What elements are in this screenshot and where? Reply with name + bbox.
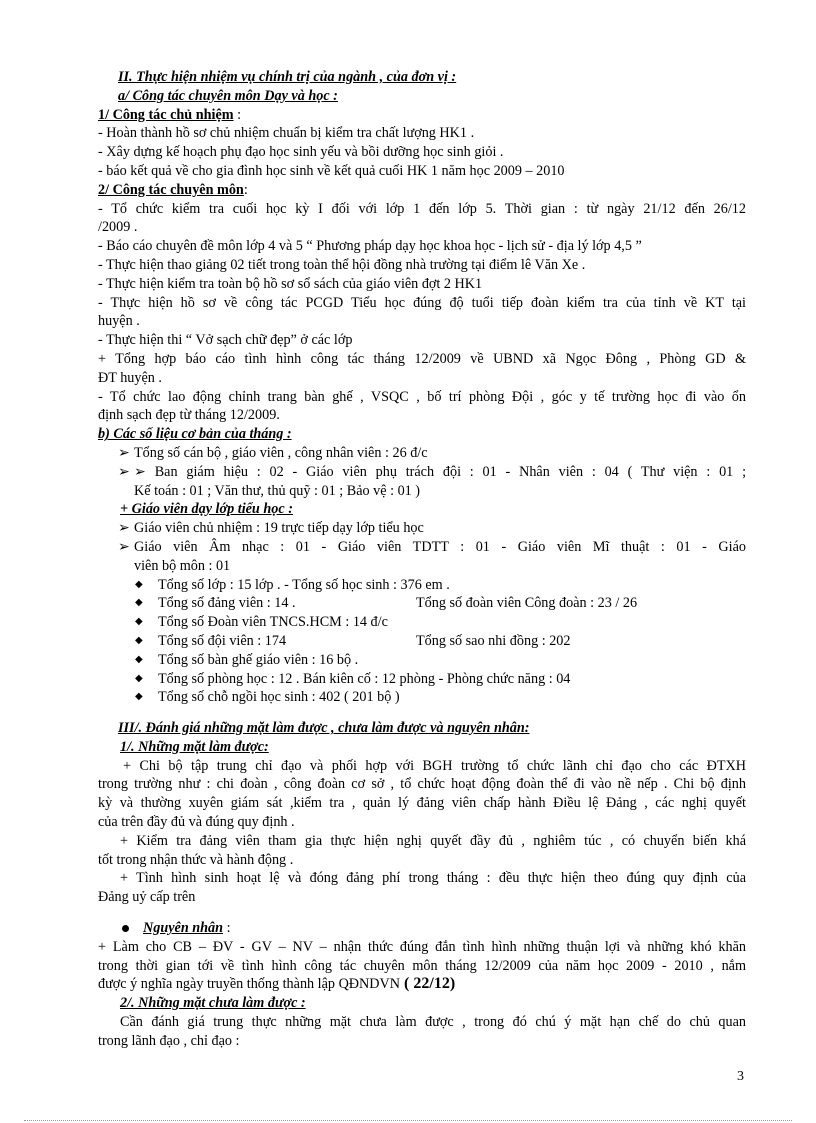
chuyen-mon-colon: : bbox=[243, 181, 248, 198]
nguyen-nhan-heading bbox=[98, 919, 746, 938]
stat-diamond-row bbox=[98, 576, 746, 595]
stat-diamond-text: Tổng số chỗ ngồi học sinh : 402 ( 201 bộ ) bbox=[158, 689, 400, 706]
document-page bbox=[98, 68, 746, 1051]
chuyen-mon-line: - Thực hiện kiểm tra toàn bộ hồ sơ sổ sách của giáo viên đợt 2 HK1 bbox=[98, 275, 483, 292]
nguyen-nhan-text: được ý nghĩa ngày truyền thống thành lập QĐNDVN bbox=[98, 976, 401, 993]
giao-vien-text: Giáo viên chủ nhiệm : 19 trực tiếp dạy lớp tiểu học bbox=[134, 520, 424, 537]
giao-vien-text: Giáo viên Âm nhạc : 01 - Giáo viên TDTT : 01 - Giáo viên Mĩ thuật : 01 - Giáo bbox=[134, 538, 746, 555]
lam-duoc-line: của trên đầy đủ và đúng quy định . bbox=[98, 814, 295, 831]
arrow-bullet-icon: ➢ bbox=[134, 463, 146, 480]
stat-diamond-text-2: Tổng số đoàn viên Công đoàn : 23 / 26 bbox=[416, 595, 638, 612]
diamond-bullet-icon: ◆ bbox=[135, 672, 143, 684]
stat-diamond-text: Tổng số đội viên : 174 bbox=[158, 632, 287, 649]
stat-diamond-text: Tổng số Đoàn viên TNCS.HCM : 14 đ/c bbox=[158, 614, 388, 631]
lam-duoc-line: trong trường như : chi đoàn , công đoàn cơ sở , tổ chức hoạt động đoàn thể đi vào nề nếp . Chi bộ định bbox=[98, 776, 746, 793]
diamond-bullet-icon: ◆ bbox=[135, 653, 143, 665]
stat-row bbox=[98, 463, 746, 482]
chuyen-mon-line: định sạch đẹp từ tháng 12/2009. bbox=[98, 407, 280, 424]
stat-diamond-row bbox=[98, 688, 746, 707]
chua-lam-duoc-line: Cần đánh giá trung thực những mặt chưa làm được , trong đó chú ý mặt hạn chế do chủ quan bbox=[120, 1014, 746, 1031]
section-3-2-title: 2/. Những mặt chưa làm được : bbox=[120, 995, 306, 1012]
diamond-bullet-icon: ◆ bbox=[135, 691, 143, 703]
lam-duoc-line: + Kiểm tra đảng viên tham gia thực hiện nghị quyết đầy đủ , nghiêm túc , có chuyển biến khá bbox=[120, 832, 746, 849]
chu-nhiem-item: - Hoàn thành hồ sơ chủ nhiệm chuẩn bị kiểm tra chất lượng HK1 . bbox=[98, 125, 475, 142]
arrow-bullet-icon: ➢ bbox=[118, 444, 130, 461]
lam-duoc-line: + Tình hình sinh hoạt lệ và đóng đảng phí trong tháng : đều thực hiện theo đúng quy định của bbox=[120, 870, 746, 887]
chuyen-mon-line: - Tổ chức kiểm tra cuối học kỳ I đối với lớp 1 đến lớp 5. Thời gian : từ ngày 21/12 đến 26/12 bbox=[98, 200, 746, 217]
section-2-title: II. Thực hiện nhiệm vụ chính trị của ngành , của đơn vị : bbox=[118, 69, 457, 85]
nguyen-nhan-line: + Làm cho CB – ĐV - GV – NV – nhận thức đúng đắn tình hình những thuận lợi và những khó khăn bbox=[98, 938, 746, 955]
spacer bbox=[98, 907, 746, 919]
stat-diamond-text: Tổng số bàn ghế giáo viên : 16 bộ . bbox=[158, 651, 359, 668]
chua-lam-duoc-line: trong lãnh đạo , chỉ đạo : bbox=[98, 1032, 240, 1049]
chuyen-mon-line: + Tổng hợp báo cáo tình hình công tác tháng 12/2009 về UBND xã Ngọc Đông , Phòng GD & bbox=[98, 350, 746, 367]
chuyen-mon-line: - Thực hiện thao giảng 02 tiết trong toàn thể hội đồng nhà trường tại điểm lê Văn Xe . bbox=[98, 256, 586, 273]
nguyen-nhan-title: Nguyên nhân bbox=[143, 920, 224, 937]
nguyen-nhan-line: trong thời gian tới về tình hình công tác chuyên môn tháng 12/2009 của năm học 2009 - 2010 , nắm bbox=[98, 957, 746, 974]
chuyen-mon-heading bbox=[98, 181, 746, 200]
stat-text-continued: Kế toán : 01 ; Văn thư, thủ quỹ : 01 ; Bảo vệ : 01 ) bbox=[134, 482, 421, 499]
chuyen-mon-line: - Báo cáo chuyên đề môn lớp 4 và 5 “ Phương pháp dạy học khoa học - lịch sử - địa lý lớp 4,5 ” bbox=[98, 238, 642, 255]
chu-nhiem-colon: : bbox=[233, 106, 242, 123]
diamond-bullet-icon: ◆ bbox=[135, 578, 143, 590]
chu-nhiem-item: - Xây dựng kế hoạch phụ đạo học sinh yếu và bồi dưỡng học sinh giỏi . bbox=[98, 144, 504, 161]
stat-diamond-row bbox=[98, 651, 746, 670]
stat-text: Tổng số cán bộ , giáo viên , công nhân viên : 26 đ/c bbox=[134, 444, 428, 461]
giao-vien-row bbox=[98, 538, 746, 557]
lam-duoc-line: + Chi bộ tập trung chỉ đạo và phối hợp với BGH trường tổ chức lãnh chỉ đạo cho các ĐTXH bbox=[123, 757, 746, 774]
chuyen-mon-line: - Tổ chức lao động chỉnh trang bàn ghế , VSQC , bố trí phòng Đội , góc y tế trường học đi vào ổn bbox=[98, 388, 746, 405]
round-bullet-icon bbox=[122, 925, 129, 932]
stat-row bbox=[98, 444, 746, 463]
chuyen-mon-line: /2009 . bbox=[98, 219, 138, 236]
diamond-bullet-icon: ◆ bbox=[135, 616, 143, 628]
stat-diamond-row bbox=[98, 594, 746, 613]
chuyen-mon-title: 2/ Công tác chuyên môn bbox=[98, 181, 244, 198]
lam-duoc-line: tốt trong nhận thức và hành động . bbox=[98, 851, 294, 868]
stat-text: Ban giám hiệu : 02 - Giáo viên phụ trách đội : 01 - Nhân viên : 04 ( Thư viện : 01 ; bbox=[154, 463, 747, 480]
nguyen-nhan-line-last bbox=[98, 975, 746, 994]
stat-diamond-text-2: Tổng số sao nhi đồng : 202 bbox=[416, 632, 571, 649]
stat-diamond-row bbox=[98, 632, 746, 651]
section-3-1-title: 1/. Những mặt làm được: bbox=[120, 738, 269, 755]
page-bottom-divider bbox=[24, 1120, 792, 1121]
stat-diamond-row bbox=[98, 613, 746, 632]
chu-nhiem-heading bbox=[98, 106, 746, 125]
diamond-bullet-icon: ◆ bbox=[135, 597, 143, 609]
arrow-bullet-icon: ➢ bbox=[118, 538, 130, 555]
chuyen-mon-line: - Thực hiện hồ sơ về công tác PCGD Tiểu học đúng độ tuổi tiếp đoàn kiểm tra của tỉnh về KT tại bbox=[98, 294, 746, 311]
chu-nhiem-item: - báo kết quả về cho gia đình học sinh về kết quả cuối HK 1 năm học 2009 – 2010 bbox=[98, 162, 565, 179]
nguyen-nhan-colon: : bbox=[223, 920, 231, 937]
section-2b-title: b) Các số liệu cơ bản của tháng : bbox=[98, 426, 292, 443]
stat-diamond-text: Tổng số lớp : 15 lớp . - Tổng số học sinh : 376 em . bbox=[158, 576, 450, 593]
giao-vien-title: + Giáo viên dạy lớp tiểu học : bbox=[120, 501, 293, 518]
chuyen-mon-line: ĐT huyện . bbox=[98, 369, 162, 386]
stat-diamond-row bbox=[98, 670, 746, 689]
nguyen-nhan-date: ( 22/12) bbox=[400, 975, 456, 993]
stat-diamond-text: Tổng số đảng viên : 14 . bbox=[158, 595, 296, 612]
chuyen-mon-line: - Thực hiện thi “ Vở sạch chữ đẹp” ở các lớp bbox=[98, 332, 353, 349]
stat-diamond-text: Tổng số phòng học : 12 . Bán kiên cố : 12 phòng - Phòng chức năng : 04 bbox=[158, 670, 571, 687]
lam-duoc-line: kỳ và thường xuyên giám sát ,kiểm tra , quản lý đảng viên chấp hành Điều lệ Đảng , các nghị quyết bbox=[98, 795, 746, 812]
chu-nhiem-title: 1/ Công tác chủ nhiệm bbox=[98, 106, 234, 123]
arrow-bullet-icon: ➢ bbox=[118, 520, 130, 537]
diamond-bullet-icon: ◆ bbox=[135, 634, 143, 646]
spacer bbox=[98, 707, 746, 719]
page-number: 3 bbox=[737, 1069, 744, 1084]
section-2a-title: a/ Công tác chuyên môn Dạy và học : bbox=[118, 87, 338, 104]
giao-vien-row bbox=[98, 519, 746, 538]
section-3-title: III/. Đánh giá những mặt làm được , chưa làm được và nguyên nhân: bbox=[118, 720, 530, 737]
chuyen-mon-line: huyện . bbox=[98, 313, 140, 330]
lam-duoc-line: Đảng uỷ cấp trên bbox=[98, 889, 196, 906]
arrow-bullet-icon: ➢ bbox=[118, 463, 130, 480]
giao-vien-text-continued: viên bộ môn : 01 bbox=[134, 557, 231, 574]
